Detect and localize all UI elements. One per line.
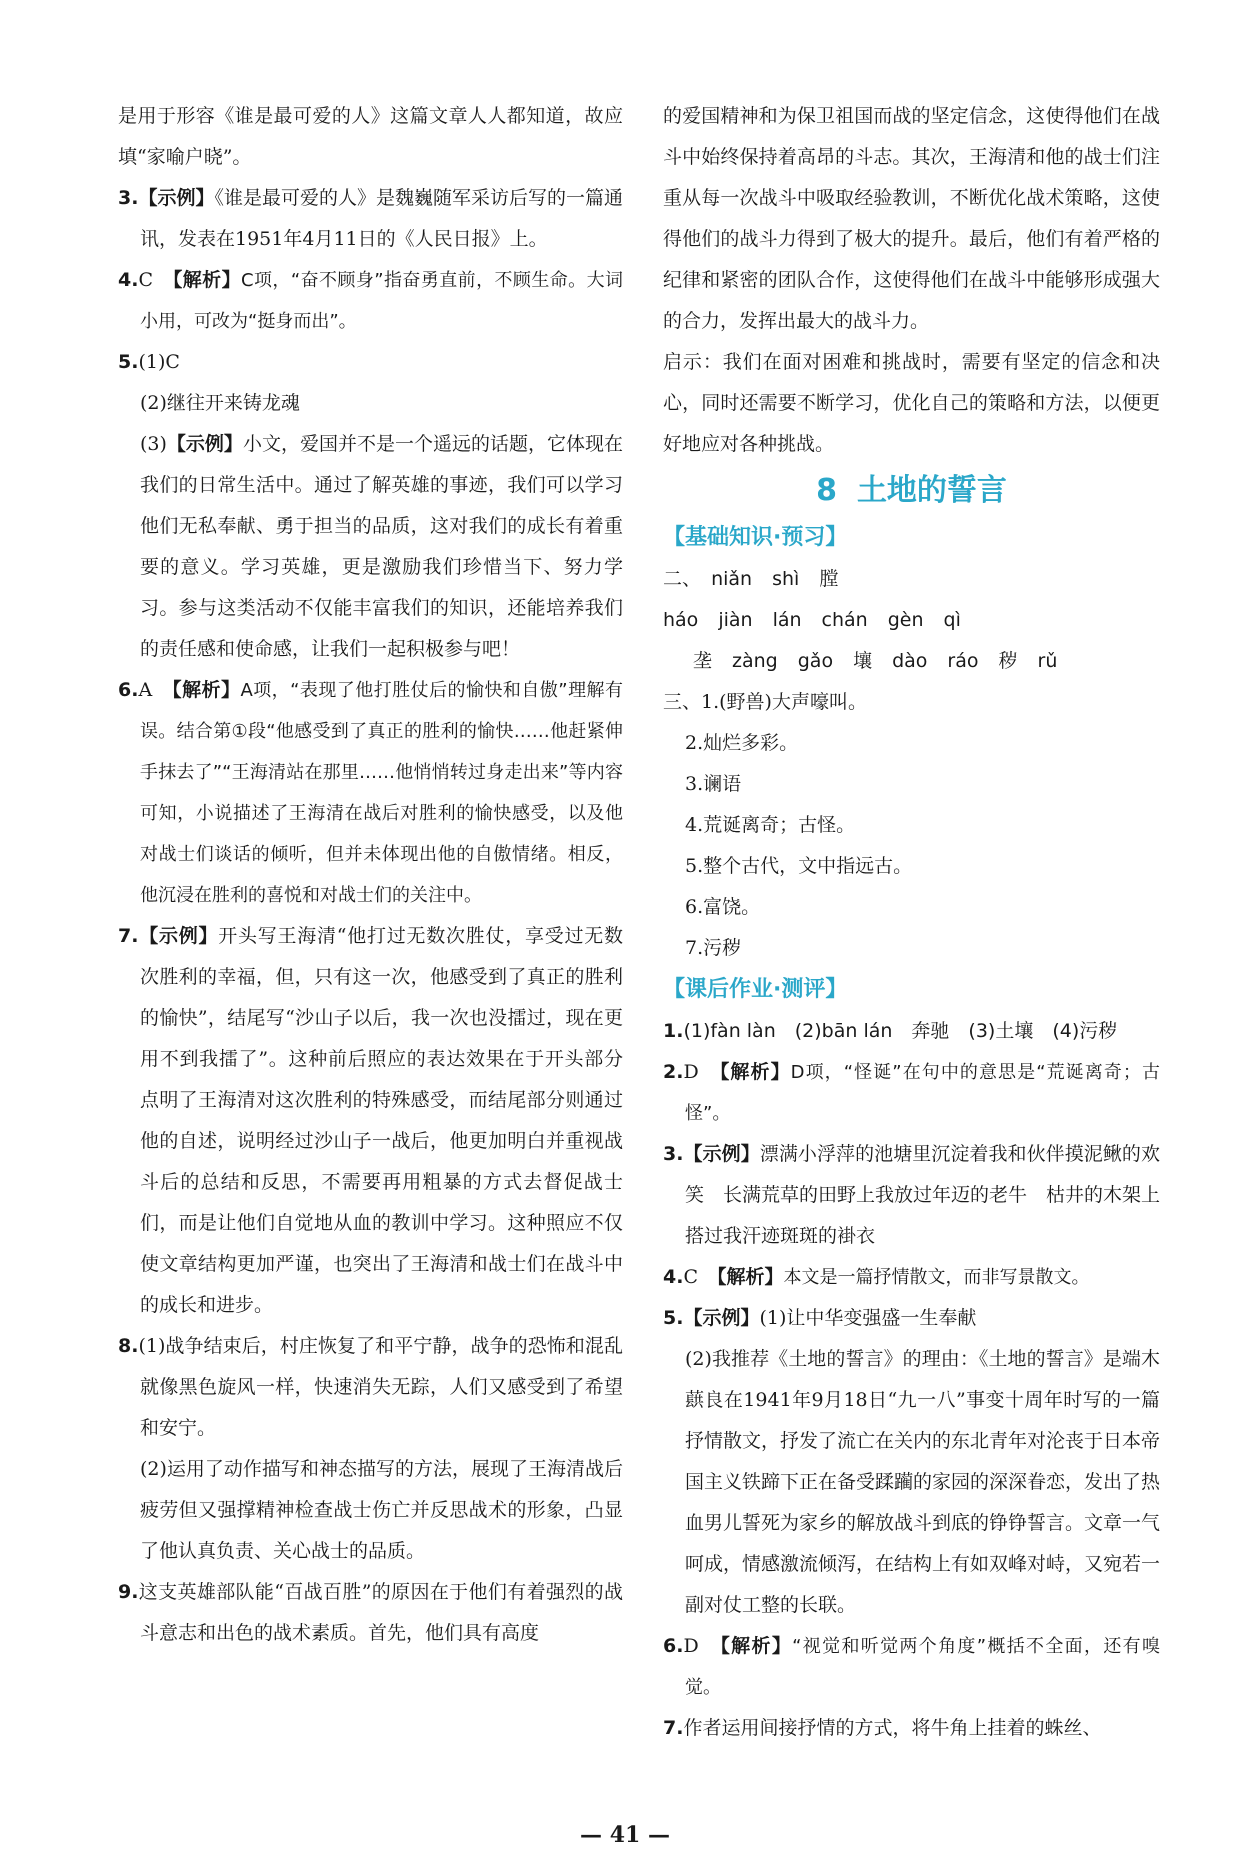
page-number: — 41 — <box>580 1822 670 1848</box>
q8-num: 8. <box>118 1335 139 1357</box>
q8-a2: (2)运用了动作描写和神态描写的方法，展现了王海清战后疲劳但又强撑精神检查战士伤亡并反思战术的形象，凸显了他认真负责、关心战士的品质。 <box>140 1458 623 1562</box>
left-cont: 是用于形容《谁是最可爱的人》这篇文章人人都知道，故应填“家喻户晓”。 <box>118 105 623 168</box>
q9 <box>118 1572 623 1654</box>
san-2: 2.灿烂多彩。 <box>685 732 799 754</box>
q8-a1: 8.(1)战争结束后，村庄恢复了和平宁静，战争的恐怖和混乱就像黑色旋风一样，快速消失无踪，人们又感受到了希望和安宁。 <box>118 1335 623 1439</box>
q9-num: 9. <box>118 1581 139 1603</box>
q7-text: 开头写王海清“他打过无数次胜仗，享受过无数次胜利的幸福，但，只有这一次，他感受到了真正的胜利的愉快”，结尾写“沙山子以后，我一次也没擂过，现在更用不到我擂了”。这种前后照应的表达效果在于开头部分点明了王海清对这次胜利的特殊感受，而结尾部分则通过他的自述，说明经过沙山子一战后，他更加明白并重视战斗后的总结和反思，不需要再用粗暴的方式去督促战士们，而是让他们自觉地从血的教训中学习。这种照应不仅使文章结构更加严谨，也突出了王海清和战士们在战斗中的成长和进步。 <box>140 925 623 1316</box>
lesson-number: 8 <box>816 473 837 508</box>
section-basic-knowledge: 【基础知识·预习】 <box>663 525 848 550</box>
lesson-title <box>663 465 1160 517</box>
r5-a2: (2)我推荐《土地的誓言》的理由：《土地的誓言》是端木蕻良在1941年9月18日“九一八”事变十周年时写的一篇抒情散文，抒发了流亡在关内的东北青年对沦丧于日本帝国主义铁蹄下正在备受蹂躏的家园的深深眷恋，发出了热血男儿誓死为家乡的解放战斗到底的铮铮誓言。文章一气呵成，情感激流倾泻，在结构上有如双峰对峙，又宛若一副对仗工整的长联。 <box>685 1348 1161 1616</box>
r1: 1.(1)fàn làn (2)bān lán 奔驰 (3)土壤 (4)污秽 <box>663 1020 1118 1042</box>
right-column <box>663 96 1160 1749</box>
r7: 7.作者运用间接抒情的方式，将牛角上挂着的蛛丝、 <box>663 1717 1102 1739</box>
q7 <box>118 916 623 1326</box>
q3 <box>118 178 623 260</box>
san-1: 三、1.(野兽)大声嚎叫。 <box>663 691 867 713</box>
san-4: 4.荒诞离奇；古怪。 <box>685 814 856 836</box>
pinyin-row-1: 二、 niǎn shì 膛háo jiàn lán chán gèn qì <box>663 568 961 631</box>
q5-a2: (2)继往开来铸龙魂 <box>140 392 300 414</box>
q6-num: 6. <box>118 679 139 701</box>
section-homework: 【课后作业·测评】 <box>663 977 848 1002</box>
q7-num: 7. <box>118 925 139 947</box>
q7-tag: 【示例】 <box>138 925 219 947</box>
r4: 4.C 【解析】本文是一篇抒情散文，而非写景散文。 <box>663 1266 1090 1288</box>
q4-text: C项，“奋不顾身”指奋勇直前，不顾生命。大词小用，可改为“挺身而出”。 <box>140 270 623 332</box>
qishi: 启示：我们在面对困难和挑战时，需要有坚定的信念和决心，同时还需要不断学习，优化自己的策略和方法，以便更好地应对各种挑战。 <box>663 351 1160 455</box>
right-cont: 的爱国精神和为保卫祖国而战的坚定信念，这使得他们在战斗中始终保持着高昂的斗志。其次，王海清和他的战士们注重从每一次战斗中吸取经验教训，不断优化战术策略，这使得他们的战斗力得到了极大的提升。最后，他们有着严格的纪律和紧密的团队合作，这使得他们在战斗中能够形成强大的合力，发挥出最大的战斗力。 <box>663 105 1160 332</box>
pinyin-row-2: 垄 zàng gǎo 壤 dào ráo 秽 rǔ <box>693 650 1058 672</box>
q4-ans: C <box>138 269 153 291</box>
r5-a1: 5.【示例】(1)让中华变强盛一生奉献 <box>663 1307 977 1329</box>
q3-tag: 【示例】 <box>138 187 215 209</box>
q6-tag: 【解析】 <box>172 679 241 701</box>
q6 <box>118 670 623 916</box>
san-3: 3.谰语 <box>685 773 742 795</box>
r2: 2.D 【解析】D项，“怪诞”在句中的意思是“荒诞离奇；古怪”。 <box>663 1061 1160 1124</box>
q4 <box>118 260 623 342</box>
q3-text: 《谁是最可爱的人》是魏巍随军采访后写的一篇通讯，发表在1951年4月11日的《人民日报》上。 <box>140 187 623 250</box>
q4-tag: 【解析】 <box>172 269 242 291</box>
q4-num: 4. <box>118 269 139 291</box>
q5-num: 5. <box>118 351 139 373</box>
san-label: 三、 <box>663 691 702 713</box>
r3: 3.【示例】漂满小浮萍的池塘里沉淀着我和伙伴摸泥鳅的欢笑 长满荒草的田野上我放过年迈的老牛 枯井的木架上搭过我汗迹斑斑的褂衣 <box>663 1143 1161 1247</box>
san-6: 6.富饶。 <box>685 896 761 918</box>
san-5: 5.整个古代，文中指远古。 <box>685 855 913 877</box>
q6-ans: A <box>138 679 153 701</box>
q3-num: 3. <box>118 187 139 209</box>
er-label: 二、 <box>663 568 702 590</box>
q9-text: 这支英雄部队能“百战百胜”的原因在于他们有着强烈的战斗意志和出色的战术素质。首先，他们具有高度 <box>138 1581 623 1644</box>
san-7: 7.污秽 <box>685 937 742 959</box>
q5-a1: 5.(1)C <box>118 351 180 373</box>
lesson-name: 土地的誓言 <box>856 473 1007 508</box>
q6-text: A项，“表现了他打胜仗后的愉快和自傲”理解有误。结合第①段“他感受到了真正的胜利的愉快……他赶紧伸手抹去了”“王海清站在那里……他悄悄转过身走出来”等内容可知，小说描述了王海清在战后对胜利的愉快感受，以及他对战士们谈话的倾听，但并未体现出他的自傲情绪。相反，他沉浸在胜利的喜悦和对战士们的关注中。 <box>140 680 623 906</box>
q5-a3: (3)【示例】小文，爱国并不是一个遥远的话题，它体现在我们的日常生活中。通过了解英雄的事迹，我们可以学习他们无私奉献、勇于担当的品质，这对我们的成长有着重要的意义。学习英雄，更是激励我们珍惜当下、努力学习。参与这类活动不仅能丰富我们的知识，还能培养我们的责任感和使命感，让我们一起积极参与吧！ <box>140 433 623 660</box>
r6: 6.D 【解析】“视觉和听觉两个角度”概括不全面，还有嗅觉。 <box>663 1635 1160 1698</box>
left-column <box>118 96 623 1654</box>
